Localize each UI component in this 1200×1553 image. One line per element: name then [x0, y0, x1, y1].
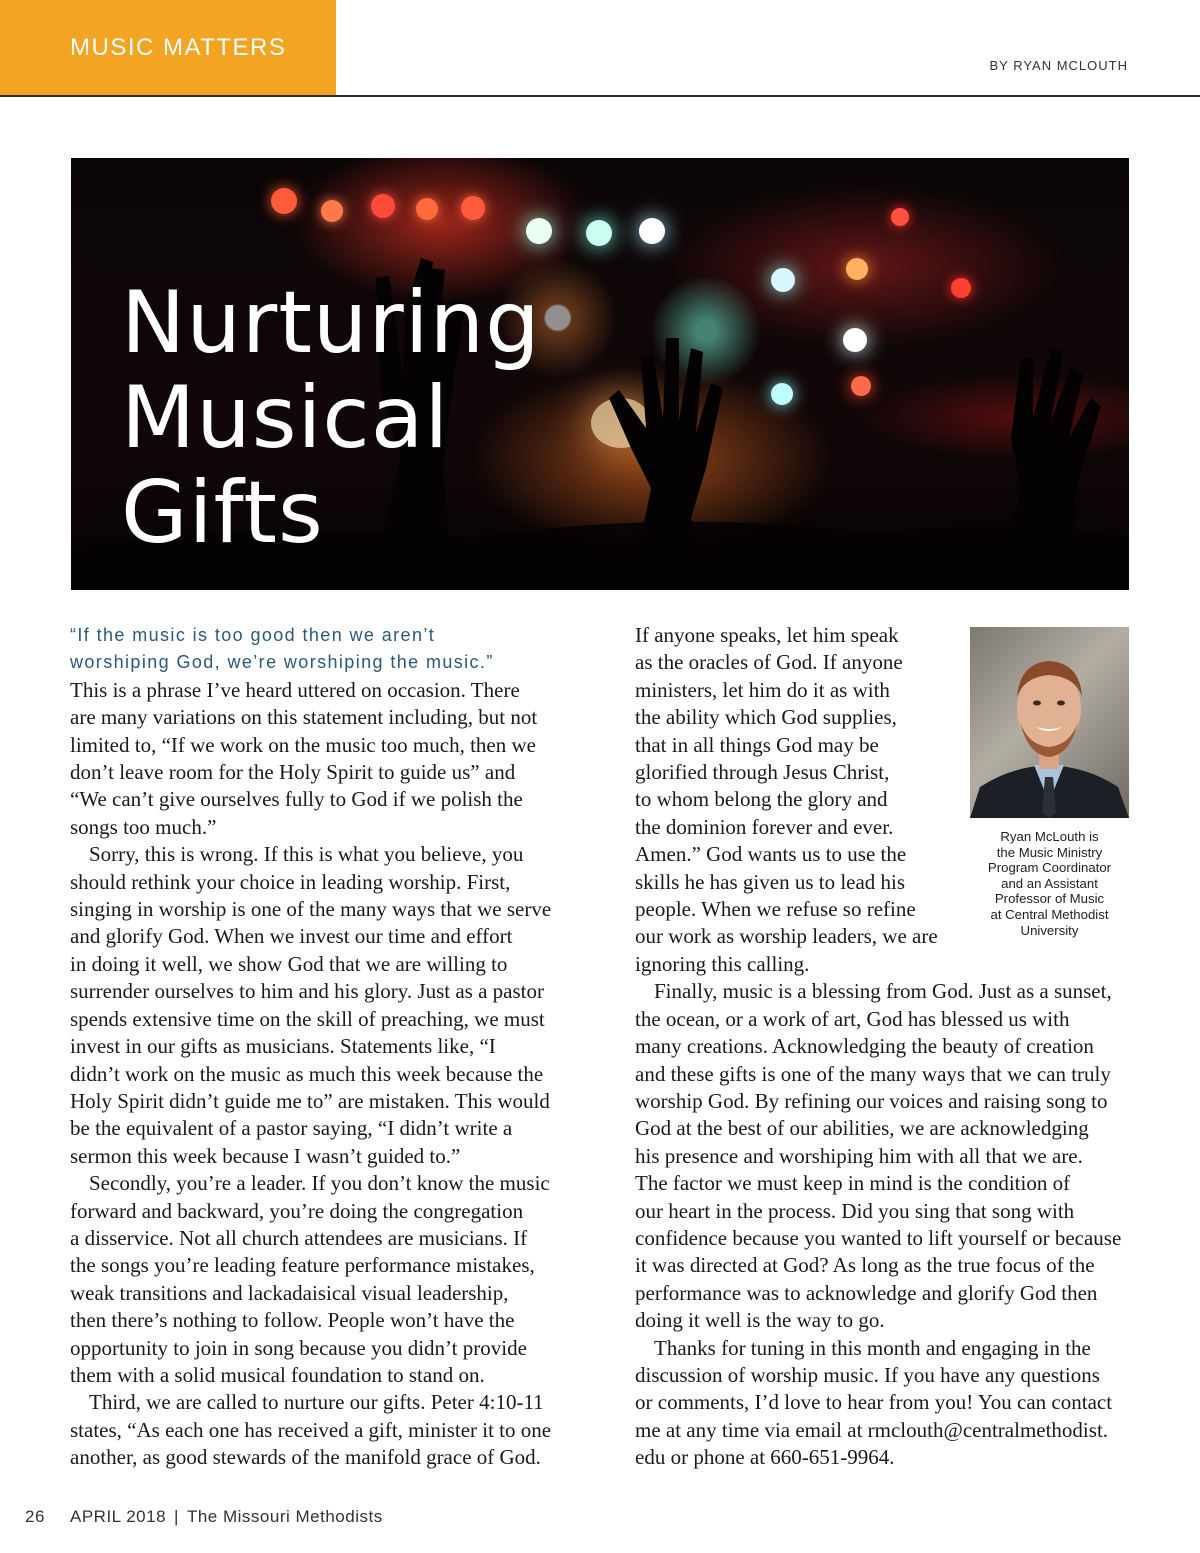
title-line: Gifts [121, 463, 324, 563]
text-line: and these gifts is one of the many ways that we can truly [635, 1061, 1111, 1086]
text-line: Third, we are called to nurture our gifts. Peter 4:10-11 [89, 1390, 544, 1415]
pull-quote [70, 622, 570, 677]
author-photo [970, 627, 1129, 818]
text-line: that in all things God may be [635, 732, 879, 757]
text-line: people. When we refuse so refine [635, 897, 916, 922]
text-line: our work as worship leaders, we are [635, 924, 938, 949]
author-caption [970, 829, 1129, 938]
caption-line: and an Assistant [1001, 875, 1098, 891]
text-line: weak transitions and lackadaisical visual leadership, [70, 1280, 509, 1305]
text-line: spends extensive time on the skill of preaching, we must [70, 1006, 545, 1031]
text-line: another, as good stewards of the manifold grace of God. [70, 1445, 541, 1470]
text-line: be the equivalent of a pastor saying, “I didn’t write a [70, 1116, 513, 1141]
article-title [121, 273, 541, 563]
text-line: “We can’t give ourselves fully to God if we polish the [70, 787, 523, 812]
issue-date: APRIL 2018 [70, 1507, 167, 1526]
page-footer [25, 1507, 383, 1527]
hero-image [71, 158, 1129, 590]
paragraph [70, 677, 570, 841]
text-line: God at the best of our abilities, we are acknowledging [635, 1116, 1089, 1141]
pull-quote-line: worshiping God, we’re worshiping the music.” [70, 652, 494, 673]
text-line: or comments, I’d love to hear from you! You can contact [635, 1390, 1113, 1415]
text-line: his presence and worshiping him with all that we are. [635, 1143, 1083, 1168]
text-line: to whom belong the glory and [635, 787, 888, 812]
text-line: edu or phone at 660-651-9964. [635, 1445, 895, 1470]
text-line: Amen.” God wants us to use the [635, 842, 907, 867]
byline: BY RYAN MCLOUTH [989, 58, 1128, 73]
text-line: are many variations on this statement including, but not [70, 705, 538, 730]
paragraph [70, 841, 570, 1170]
text-line: If anyone speaks, let him speak [635, 623, 899, 647]
text-line: skills he has given us to lead his [635, 869, 906, 894]
text-line: This is a phrase I’ve heard uttered on occasion. There [70, 677, 520, 702]
caption-line: University [1020, 922, 1079, 938]
caption-line: the Music Ministry [996, 844, 1103, 860]
text-line: a disservice. Not all church attendees are musicians. If [70, 1225, 528, 1250]
text-line: should rethink your choice in leading worship. First, [70, 869, 511, 894]
text-line: sermon this week because I wasn’t guided to.” [70, 1143, 461, 1168]
text-line: The factor we must keep in mind is the condition of [635, 1171, 1071, 1196]
text-line: Holy Spirit didn’t guide me to” are mistaken. This would [70, 1088, 550, 1113]
text-line: states, “As each one has received a gift, minister it to one [70, 1417, 552, 1442]
text-line: Secondly, you’re a leader. If you don’t know the music [89, 1171, 550, 1196]
text-line: surrender ourselves to him and his glory. Just as a pastor [70, 979, 544, 1004]
caption-line: Program Coordinator [987, 860, 1112, 876]
text-line: don’t leave room for the Holy Spirit to guide us” and [70, 760, 516, 785]
paragraph [635, 978, 1135, 1334]
text-line: singing in worship is one of the many ways that we serve [70, 897, 552, 922]
text-line: worship God. By refining our voices and raising song to [635, 1088, 1108, 1113]
text-line: them with a solid musical foundation to stand on. [70, 1362, 485, 1387]
author-portrait [970, 627, 1129, 818]
section-label: MUSIC MATTERS [70, 34, 287, 61]
text-line: invest in our gifts as musicians. Statements like, “I [70, 1034, 496, 1059]
text-line: discussion of worship music. If you have any questions [635, 1362, 1100, 1387]
text-line: it was directed at God? As long as the true focus of the [635, 1253, 1095, 1278]
section-tab [0, 0, 336, 95]
caption-line: at Central Methodist [990, 906, 1109, 922]
text-line: forward and backward, you’re doing the congregation [70, 1198, 524, 1223]
text-line: glorified through Jesus Christ, [635, 760, 890, 785]
text-line: limited to, “If we work on the music too much, then we [70, 732, 536, 757]
paragraph [635, 622, 945, 978]
footer-separator: | [174, 1507, 179, 1526]
left-column [70, 622, 570, 1472]
text-line: me at any time via email at rmclouth@centralmethodist. [635, 1417, 1109, 1442]
text-line: Sorry, this is wrong. If this is what you believe, you [89, 842, 524, 867]
caption-line: Ryan McLouth is [1000, 829, 1099, 844]
text-line: Finally, music is a blessing from God. Just as a sunset, [654, 979, 1112, 1004]
text-line: the ability which God supplies, [635, 705, 897, 730]
caption-line: Professor of Music [994, 891, 1105, 907]
text-line: opportunity to join in song because you didn’t provide [70, 1335, 527, 1360]
text-line: the dominion forever and ever. [635, 814, 894, 839]
paragraph [70, 1170, 570, 1389]
text-line: confidence because you wanted to lift yourself or because [635, 1225, 1122, 1250]
text-line: ignoring this calling. [635, 951, 810, 976]
paragraph [635, 1335, 1135, 1472]
text-line: in doing it well, we show God that we are willing to [70, 951, 508, 976]
text-line: Thanks for tuning in this month and engaging in the [654, 1335, 1091, 1360]
page-number: 26 [25, 1507, 45, 1526]
text-line: didn’t work on the music as much this week because the [70, 1061, 544, 1086]
text-line: our heart in the process. Did you sing that song with [635, 1198, 1075, 1223]
text-line: the ocean, or a work of art, God has blessed us with [635, 1006, 1070, 1031]
title-line: Musical [121, 368, 450, 468]
pull-quote-line: “If the music is too good then we aren’t [70, 625, 436, 645]
text-line: the songs you’re leading feature performance mistakes, [70, 1253, 535, 1278]
text-line: doing it well is the way to go. [635, 1308, 885, 1333]
text-line: and glorify God. When we invest our time and effort [70, 924, 513, 949]
text-line: then there’s nothing to follow. People won’t have the [70, 1308, 515, 1333]
text-line: songs too much.” [70, 814, 217, 839]
publication-name: The Missouri Methodists [186, 1507, 383, 1526]
text-line: performance was to acknowledge and glorify God then [635, 1280, 1098, 1305]
text-line: ministers, let him do it as with [635, 677, 890, 702]
text-line: as the oracles of God. If anyone [635, 650, 903, 675]
paragraph [70, 1389, 570, 1471]
text-line: many creations. Acknowledging the beauty of creation [635, 1034, 1094, 1059]
header-rule [0, 95, 1200, 97]
title-line: Nurturing [121, 273, 541, 373]
